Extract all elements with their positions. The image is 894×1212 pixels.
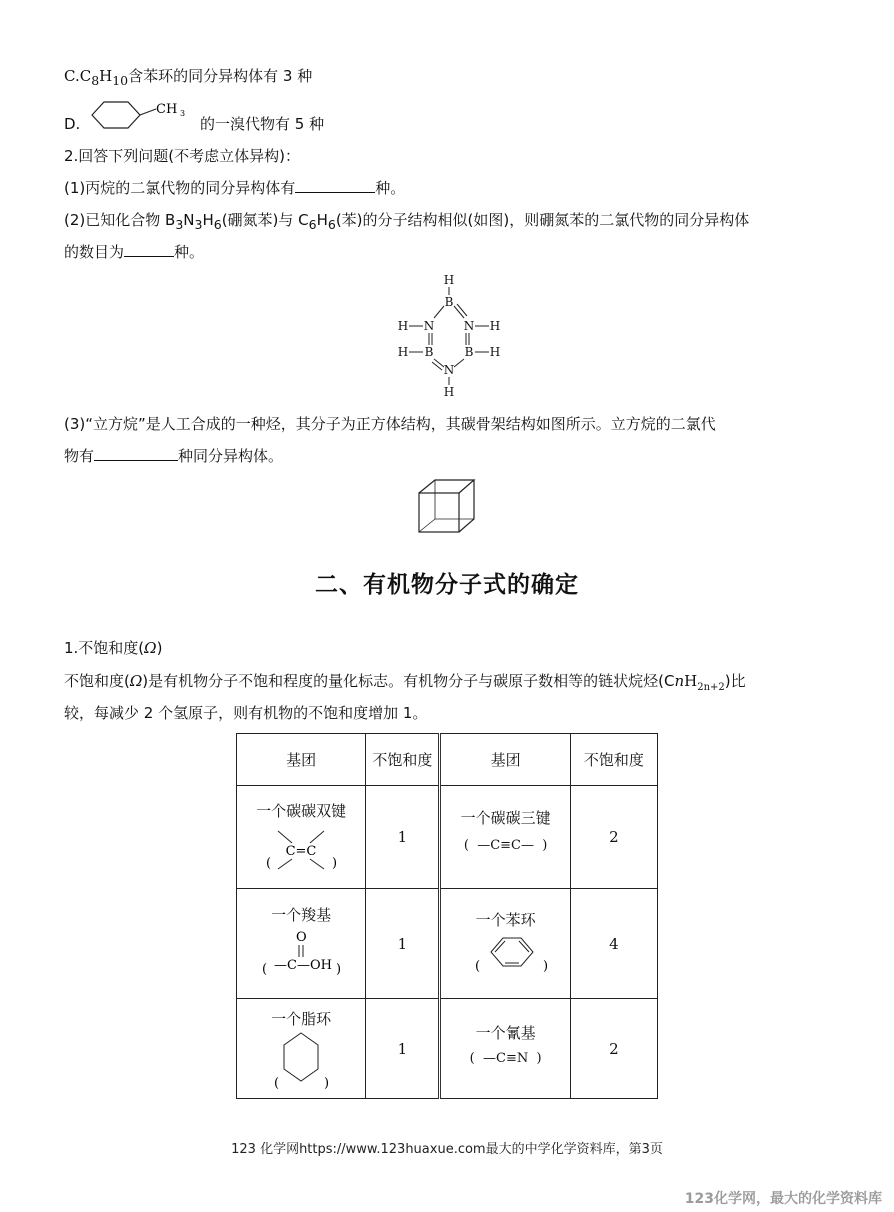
q2-title: 2.回答下列问题(不考虑立体异构)： (64, 147, 301, 165)
svg-text:): ) (332, 855, 338, 871)
svg-text:H: H (397, 345, 409, 359)
triple-bond-formula: ( —C≡C— ) (463, 838, 548, 853)
group-cell: 一个碳碳三键 ( —C≡C— ) (440, 786, 570, 889)
option-d-text: 的一溴代物有 5 种 (200, 115, 325, 133)
q2-part2-line2: 的数目为 种。 (64, 243, 205, 261)
group-cell: 一个氰基 ( —C≡N ) (440, 999, 570, 1099)
svg-text:O: O (296, 930, 307, 945)
group-cell: 一个苯环 ( ) (440, 889, 570, 999)
svg-text:H: H (443, 273, 455, 287)
carboxyl-formula (246, 925, 356, 985)
saturation-value: 2 (570, 786, 657, 889)
svg-text:(: ( (262, 962, 268, 977)
svg-text:B: B (464, 345, 474, 359)
saturation-definition: 不饱和度(Ω)是有机物分子不饱和程度的量化标志。有机物分子与碳原子数相等的链状烷烃(CnH$_{2n+2}$)比 (64, 672, 746, 693)
alicyclic-ring-formula (246, 1029, 356, 1091)
svg-text:(: ( (274, 1076, 280, 1091)
option-c: $C.C_8H_{10}$含苯环的同分异构体有 3 种 (64, 67, 313, 88)
table-header: 基团 (440, 734, 570, 786)
svg-text:H: H (489, 345, 501, 359)
saturation-title: 1.不饱和度(Ω) (64, 639, 163, 657)
saturation-value: 1 (366, 889, 440, 999)
svg-text:H: H (397, 319, 409, 333)
table-row (237, 889, 658, 999)
cubane-structure (416, 477, 478, 535)
saturation-value: 1 (366, 786, 440, 889)
q2-part2: (2)已知化合物 $B_3N_3H_6$(硼氮苯)与 $C_6H_6$(苯)的分子结构相似(如图)，则硼氮苯的二氯代物的同分异构体 (64, 211, 750, 232)
table-row (237, 999, 658, 1099)
group-cell: 一个羧基 O ( —C—OH ) (237, 889, 366, 999)
svg-text:N: N (463, 319, 475, 333)
svg-text:H: H (489, 319, 501, 333)
ch3-label: CH (156, 102, 178, 117)
saturation-definition-line2: 较，每减少 2 个氢原子，则有机物的不饱和度增加 1。 (64, 704, 428, 722)
double-bond-formula (246, 821, 356, 877)
q2-part3: (3)“立方烷”是人工合成的一种烃，其分子为正方体结构，其碳骨架结构如图所示。立方烷的二氯代 (64, 415, 716, 433)
borazine-structure (393, 270, 503, 402)
answer-blank[interactable] (94, 446, 178, 461)
methylcyclohexane-structure (88, 96, 198, 134)
q2-part3-line2: 物有 种同分异构体。 (64, 447, 284, 465)
benzene-ring-formula (451, 930, 561, 980)
svg-text:—C—OH: —C—OH (274, 958, 333, 973)
svg-text:): ) (336, 962, 342, 977)
table-row (237, 786, 658, 889)
saturation-value: 4 (570, 889, 657, 999)
table-header-row (237, 734, 658, 786)
svg-text:N: N (423, 319, 435, 333)
saturation-value: 2 (570, 999, 657, 1099)
q2-part1: (1)丙烷的二氯代物的同分异构体有 种。 (64, 179, 406, 197)
svg-text:): ) (324, 1076, 330, 1091)
svg-text:B: B (444, 295, 454, 309)
group-cell: 一个碳碳双键 ( ) C=C (237, 786, 366, 889)
group-cell: 一个脂环 ( ) (237, 999, 366, 1099)
svg-text:N: N (443, 363, 455, 377)
table-header: 不饱和度 (366, 734, 440, 786)
option-d: D. (64, 115, 81, 133)
table-header: 不饱和度 (570, 734, 657, 786)
table-header: 基团 (237, 734, 366, 786)
answer-blank[interactable] (295, 178, 375, 193)
svg-text:3: 3 (180, 109, 186, 118)
svg-text:C=C: C=C (285, 843, 317, 859)
cyano-formula: ( —C≡N ) (469, 1050, 542, 1066)
saturation-value: 1 (366, 999, 440, 1099)
svg-text:): ) (542, 959, 548, 974)
svg-text:(: ( (266, 855, 272, 871)
svg-text:(: ( (474, 959, 480, 974)
svg-text:B: B (424, 345, 434, 359)
watermark: 123化学网，最大的化学资料库 (684, 1191, 882, 1207)
saturation-table (236, 733, 658, 1099)
section-heading: 二、有机物分子式的确定 (315, 571, 579, 598)
svg-text:H: H (443, 385, 455, 399)
answer-blank[interactable] (124, 242, 174, 257)
page-footer: 123 化学网https://www.123huaxue.com最大的中学化学资料库，第3页 (231, 1142, 663, 1157)
